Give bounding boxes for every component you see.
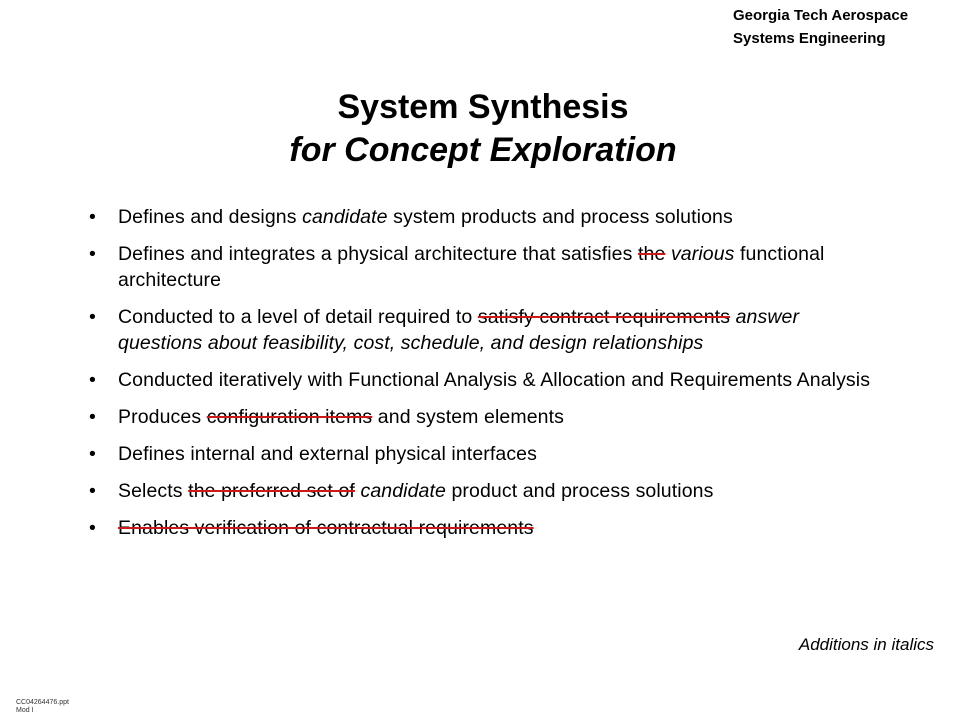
bullet-text: Defines and designs: [118, 206, 303, 228]
bullet-text: functional architecture: [118, 243, 825, 291]
org-header: [733, 4, 908, 50]
slide-title: [0, 86, 960, 172]
bullet-italic-text: answer questions about feasibility, cost, schedule, and design relationships: [118, 306, 800, 354]
bullet-item: [118, 478, 878, 504]
file-name: CC04264476.ppt: [16, 699, 69, 706]
bullet-struck-text: Enables verification of contractual requirements: [118, 517, 534, 539]
bullet-list: [118, 204, 878, 552]
bullet-italic-text: various: [670, 243, 735, 265]
file-code: [16, 699, 69, 715]
bullet-item: [118, 441, 878, 467]
bullet-text: Conducted to a level of detail required to: [118, 306, 478, 328]
bullet-text: system products and process solutions: [387, 206, 733, 228]
additions-note: Additions in italics: [798, 635, 934, 654]
bullet-text: Defines internal and external physical interfaces: [118, 443, 537, 465]
bullet-text: Conducted iteratively with Functional Analysis & Allocation and Requirements Analysis: [118, 369, 871, 391]
bullet-item: [118, 204, 878, 230]
bullet-italic-text: candidate: [360, 480, 446, 502]
bullet-item: [118, 515, 878, 541]
bullet-item: [118, 304, 878, 356]
bullet-struck-text: the: [637, 243, 666, 265]
bullet-struck-text: configuration items: [206, 406, 373, 428]
title-line-1: System Synthesis: [337, 88, 629, 126]
org-line-2: Systems Engineering: [733, 30, 886, 47]
bullet-item: [118, 404, 878, 430]
bullet-text: Selects: [118, 480, 189, 502]
bullet-struck-text: satisfy contract requirements: [477, 306, 731, 328]
bullet-struck-text: the preferred set of: [188, 480, 355, 502]
file-mod: Mod I: [16, 707, 34, 714]
bullet-text: Defines and integrates a physical architecture that satisfies: [118, 243, 638, 265]
bullet-text: and system elements: [372, 406, 564, 428]
bullet-text: Produces: [118, 406, 207, 428]
bullet-item: [118, 367, 878, 393]
title-line-2: for Concept Exploration: [289, 131, 677, 169]
bullet-italic-text: candidate: [302, 206, 388, 228]
bullet-item: [118, 241, 878, 293]
org-line-1: Georgia Tech Aerospace: [733, 7, 909, 24]
bullet-text: product and process solutions: [445, 480, 714, 502]
